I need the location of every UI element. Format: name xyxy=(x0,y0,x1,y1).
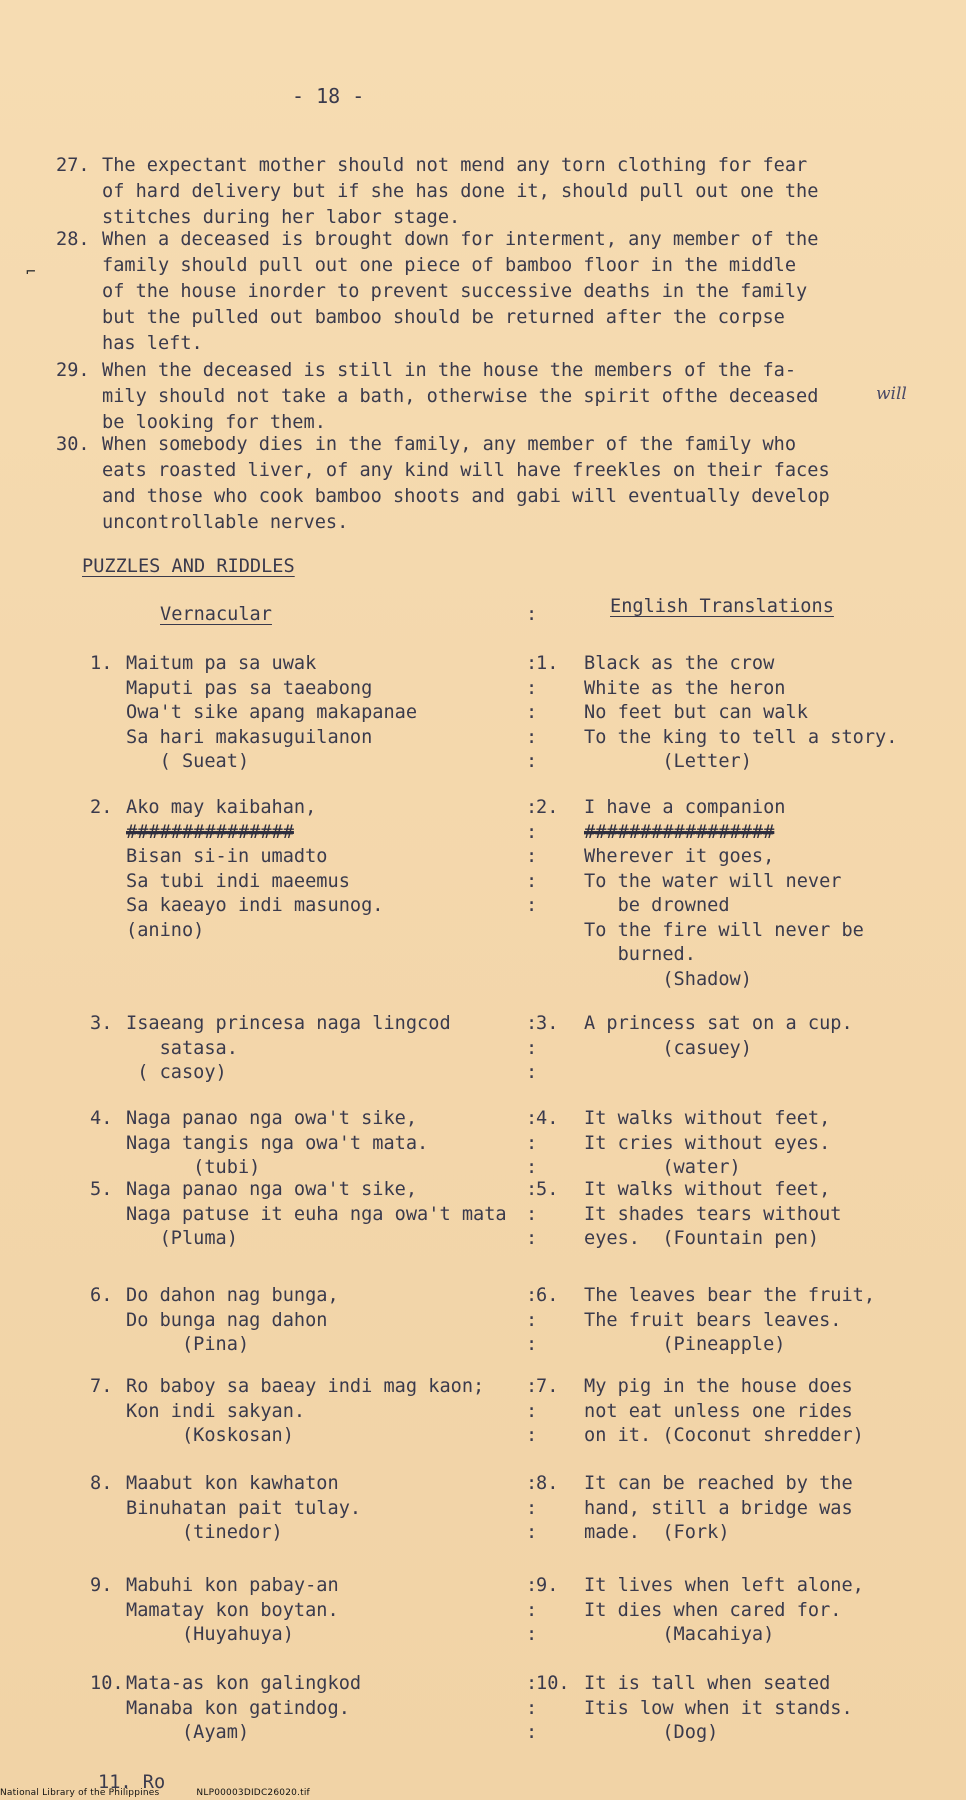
header-separator: : xyxy=(526,604,538,625)
riddle-vernacular-line: (Ayam) xyxy=(126,1722,250,1743)
riddle-vernacular-line: (Koskosan) xyxy=(126,1425,294,1446)
column-separator: : xyxy=(526,1575,538,1596)
item-number: 27. xyxy=(56,155,90,176)
riddle-english-line: on it. (Coconut shredder) xyxy=(584,1425,864,1446)
riddle-number-left: 10. xyxy=(90,1673,124,1694)
riddle-vernacular-line: Manaba kon gatindog. xyxy=(126,1697,350,1719)
column-separator: : xyxy=(526,702,538,723)
section-title: PUZZLES AND RIDDLES xyxy=(82,556,295,577)
riddle-vernacular-line: (Pina) xyxy=(126,1334,250,1355)
riddle-english-line: hand, still a bridge was xyxy=(584,1497,853,1519)
riddle-vernacular-line: (anino) xyxy=(126,919,205,941)
riddle-number-right: 3. xyxy=(536,1013,559,1034)
riddle-number-right: 10. xyxy=(536,1673,570,1694)
riddle-number-left: 6. xyxy=(90,1285,113,1306)
column-separator: : xyxy=(526,1108,538,1129)
riddle-number-right: 1. xyxy=(536,653,559,674)
riddle-vernacular-line: Mamatay kon boytan. xyxy=(126,1599,339,1621)
header-vernacular: Vernacular xyxy=(160,604,272,625)
column-separator: : xyxy=(526,1037,538,1059)
item-number: 30. xyxy=(56,434,90,455)
next-item-fragment: 11. Ro xyxy=(98,1772,166,1793)
riddle-vernacular-line: (Pluma) xyxy=(126,1228,238,1249)
riddle-number-left: 4. xyxy=(90,1108,113,1129)
column-separator: : xyxy=(526,1285,538,1306)
column-separator: : xyxy=(526,1400,538,1422)
riddle-english-line: To the fire will never be xyxy=(584,919,864,941)
column-separator: : xyxy=(526,821,538,843)
riddle-english-line: (casuey) xyxy=(584,1037,752,1059)
riddle-vernacular-line: Naga panao nga owa't sike, xyxy=(126,1108,418,1129)
margin-mark: ⌐ xyxy=(26,262,36,281)
riddle-english-line: It lives when left alone, xyxy=(584,1575,864,1596)
column-separator: : xyxy=(526,726,538,748)
handwritten-annotation: will xyxy=(876,384,907,404)
column-separator: : xyxy=(526,846,538,867)
column-separator: : xyxy=(526,1599,538,1621)
riddle-vernacular-line: Mata-as kon galingkod xyxy=(126,1673,362,1694)
riddle-vernacular-line: Binuhatan pait tulay. xyxy=(126,1497,362,1519)
riddle-english-line: It walks without feet, xyxy=(584,1179,831,1200)
item-text-line: When somebody dies in the family, any member of the family who xyxy=(102,434,797,455)
riddle-vernacular-line: Naga tangis nga owa't mata. xyxy=(126,1132,429,1154)
riddle-number-right: 4. xyxy=(536,1108,559,1129)
footer-library: National Library of the Philippines xyxy=(0,1788,160,1798)
column-separator: : xyxy=(526,1132,538,1154)
riddle-english-line: It is tall when seated xyxy=(584,1673,831,1694)
column-separator: : xyxy=(526,653,538,674)
riddle-number-right: 9. xyxy=(536,1575,559,1596)
riddle-english-line: not eat unless one rides xyxy=(584,1400,853,1422)
riddle-vernacular-line: Naga panao nga owa't sike, xyxy=(126,1179,418,1200)
riddle-vernacular-line: Sa hari makasuguilanon xyxy=(126,726,373,748)
footer-file: NLP00003DIDC26020.tif xyxy=(196,1788,310,1798)
riddle-english-line: burned. xyxy=(584,944,696,965)
riddle-number-left: 7. xyxy=(90,1376,113,1397)
column-separator: : xyxy=(526,1203,538,1225)
riddle-english-line: (Shadow) xyxy=(584,968,752,990)
item-text-line: of hard delivery but if she has done it, should pull out one the xyxy=(102,181,819,202)
riddle-english-line: made. (Fork) xyxy=(584,1522,730,1543)
riddle-english-line: To the water will never xyxy=(584,870,842,892)
riddle-english-line: To the king to tell a story. xyxy=(584,726,898,748)
item-number: 29. xyxy=(56,360,90,381)
riddle-english-line: The leaves bear the fruit, xyxy=(584,1285,876,1306)
riddle-english-line: Itis low when it stands. xyxy=(584,1697,853,1719)
riddle-english-line: It walks without feet, xyxy=(584,1108,831,1129)
riddle-number-left: 3. xyxy=(90,1013,113,1034)
column-separator: : xyxy=(526,870,538,892)
item-text-line: has left. xyxy=(102,333,203,354)
riddle-english-line: Black as the crow xyxy=(584,653,775,674)
riddle-vernacular-line: Bisan si-in umadto xyxy=(126,846,328,867)
column-separator: : xyxy=(526,797,538,818)
riddle-vernacular-line: (tinedor) xyxy=(126,1522,283,1543)
item-text-line: The expectant mother should not mend any torn clothing for fear xyxy=(102,155,808,176)
column-separator: : xyxy=(526,677,538,699)
riddle-english-line: No feet but can walk xyxy=(584,702,808,723)
riddle-english-line: (Pineapple) xyxy=(584,1334,786,1355)
column-separator: : xyxy=(526,1309,538,1331)
riddle-vernacular-line: (tubi) xyxy=(126,1157,261,1178)
struck-line-left: ############### xyxy=(126,821,294,843)
column-separator: : xyxy=(526,895,538,916)
riddle-number-right: 5. xyxy=(536,1179,559,1200)
column-separator: : xyxy=(526,1013,538,1034)
column-separator: : xyxy=(526,1334,538,1355)
riddle-vernacular-line: ( casoy) xyxy=(126,1062,227,1083)
column-separator: : xyxy=(526,1376,538,1397)
header-english: English Translations xyxy=(610,596,834,617)
riddle-vernacular-line: Sa kaeayo indi masunog. xyxy=(126,895,384,916)
riddle-number-right: 6. xyxy=(536,1285,559,1306)
column-separator: : xyxy=(526,1228,538,1249)
riddle-vernacular-line: Naga patuse it euha nga owa't mata xyxy=(126,1203,507,1225)
column-separator: : xyxy=(526,1062,538,1083)
riddle-english-line: A princess sat on a cup. xyxy=(584,1013,853,1034)
riddle-vernacular-line: Sa tubi indi maeemus xyxy=(126,870,350,892)
riddle-number-left: 9. xyxy=(90,1575,113,1596)
item-text-line: of the house inorder to prevent successive deaths in the family xyxy=(102,281,808,302)
riddle-number-left: 8. xyxy=(90,1473,113,1494)
riddle-vernacular-line: Isaeang princesa naga lingcod xyxy=(126,1013,451,1034)
riddle-number-left: 5. xyxy=(90,1179,113,1200)
riddle-number-left: 1. xyxy=(90,653,113,674)
riddle-english-line: It can be reached by the xyxy=(584,1473,853,1494)
riddle-english-line: It shades tears without xyxy=(584,1203,842,1225)
riddle-english-line: Wherever it goes, xyxy=(584,846,775,867)
column-separator: : xyxy=(526,1673,538,1694)
item-text-line: stitches during her labor stage. xyxy=(102,207,461,228)
item-text-line: eats roasted liver, of any kind will have freekles on their faces xyxy=(102,460,830,481)
riddle-english-line: My pig in the house does xyxy=(584,1376,853,1397)
riddle-english-line: White as the heron xyxy=(584,677,786,699)
riddle-vernacular-line: Do dahon nag bunga, xyxy=(126,1285,339,1306)
item-text-line: be looking for them. xyxy=(102,412,326,433)
riddle-english-line: (Macahiya) xyxy=(584,1624,775,1645)
struck-line-right: ################# xyxy=(584,821,775,843)
item-text-line: but the pulled out bamboo should be returned after the corpse xyxy=(102,307,785,328)
item-text-line: When the deceased is still in the house the members of the fa- xyxy=(102,360,797,381)
column-separator: : xyxy=(526,751,538,772)
riddle-number-right: 7. xyxy=(536,1376,559,1397)
riddle-english-line: be drowned xyxy=(584,895,730,916)
riddle-number-right: 2. xyxy=(536,797,559,818)
item-text-line: uncontrollable nerves. xyxy=(102,512,349,533)
riddle-vernacular-line: (Huyahuya) xyxy=(126,1624,294,1645)
riddle-english-line: It cries without eyes. xyxy=(584,1132,831,1154)
riddle-english-line: (water) xyxy=(584,1157,741,1178)
footer xyxy=(0,1788,344,1798)
riddle-english-line: (Dog) xyxy=(584,1722,719,1743)
item-text-line: mily should not take a bath, otherwise the spirit ofthe deceased xyxy=(102,386,819,407)
riddle-vernacular-line: Ro baboy sa baeay indi mag kaon; xyxy=(126,1376,485,1397)
column-separator: : xyxy=(526,1179,538,1200)
item-text-line: When a deceased is brought down for interment, any member of the xyxy=(102,229,819,250)
column-separator: : xyxy=(526,1697,538,1719)
column-separator: : xyxy=(526,1722,538,1743)
column-separator: : xyxy=(526,1624,538,1645)
riddle-vernacular-line: Ako may kaibahan, xyxy=(126,797,317,818)
page-number: - 18 - xyxy=(292,84,365,108)
riddle-vernacular-line: Mabuhi kon pabay-an xyxy=(126,1575,339,1596)
riddle-vernacular-line: Maabut kon kawhaton xyxy=(126,1473,339,1494)
riddle-english-line: I have a companion xyxy=(584,797,786,818)
item-text-line: and those who cook bamboo shoots and gabi will eventually develop xyxy=(102,486,830,507)
riddle-vernacular-line: Maputi pas sa taeabong xyxy=(126,677,373,699)
riddle-english-line: It dies when cared for. xyxy=(584,1599,842,1621)
riddle-vernacular-line: Maitum pa sa uwak xyxy=(126,653,317,674)
column-separator: : xyxy=(526,1425,538,1446)
riddle-vernacular-line: Kon indi sakyan. xyxy=(126,1400,306,1422)
column-separator: : xyxy=(526,1522,538,1543)
riddle-vernacular-line: satasa. xyxy=(126,1037,238,1059)
riddle-vernacular-line: Do bunga nag dahon xyxy=(126,1309,328,1331)
column-separator: : xyxy=(526,1497,538,1519)
item-number: 28. xyxy=(56,229,90,250)
riddle-english-line: (Letter) xyxy=(584,751,752,772)
riddle-vernacular-line: Owa't sike apang makapanae xyxy=(126,702,418,723)
column-separator: : xyxy=(526,1473,538,1494)
riddle-number-left: 2. xyxy=(90,797,113,818)
item-text-line: family should pull out one piece of bamboo floor in the middle xyxy=(102,255,797,276)
riddle-english-line: eyes. (Fountain pen) xyxy=(584,1228,820,1249)
riddle-number-right: 8. xyxy=(536,1473,559,1494)
riddle-vernacular-line: ( Sueat) xyxy=(126,751,250,772)
column-separator: : xyxy=(526,1157,538,1178)
riddle-english-line: The fruit bears leaves. xyxy=(584,1309,842,1331)
